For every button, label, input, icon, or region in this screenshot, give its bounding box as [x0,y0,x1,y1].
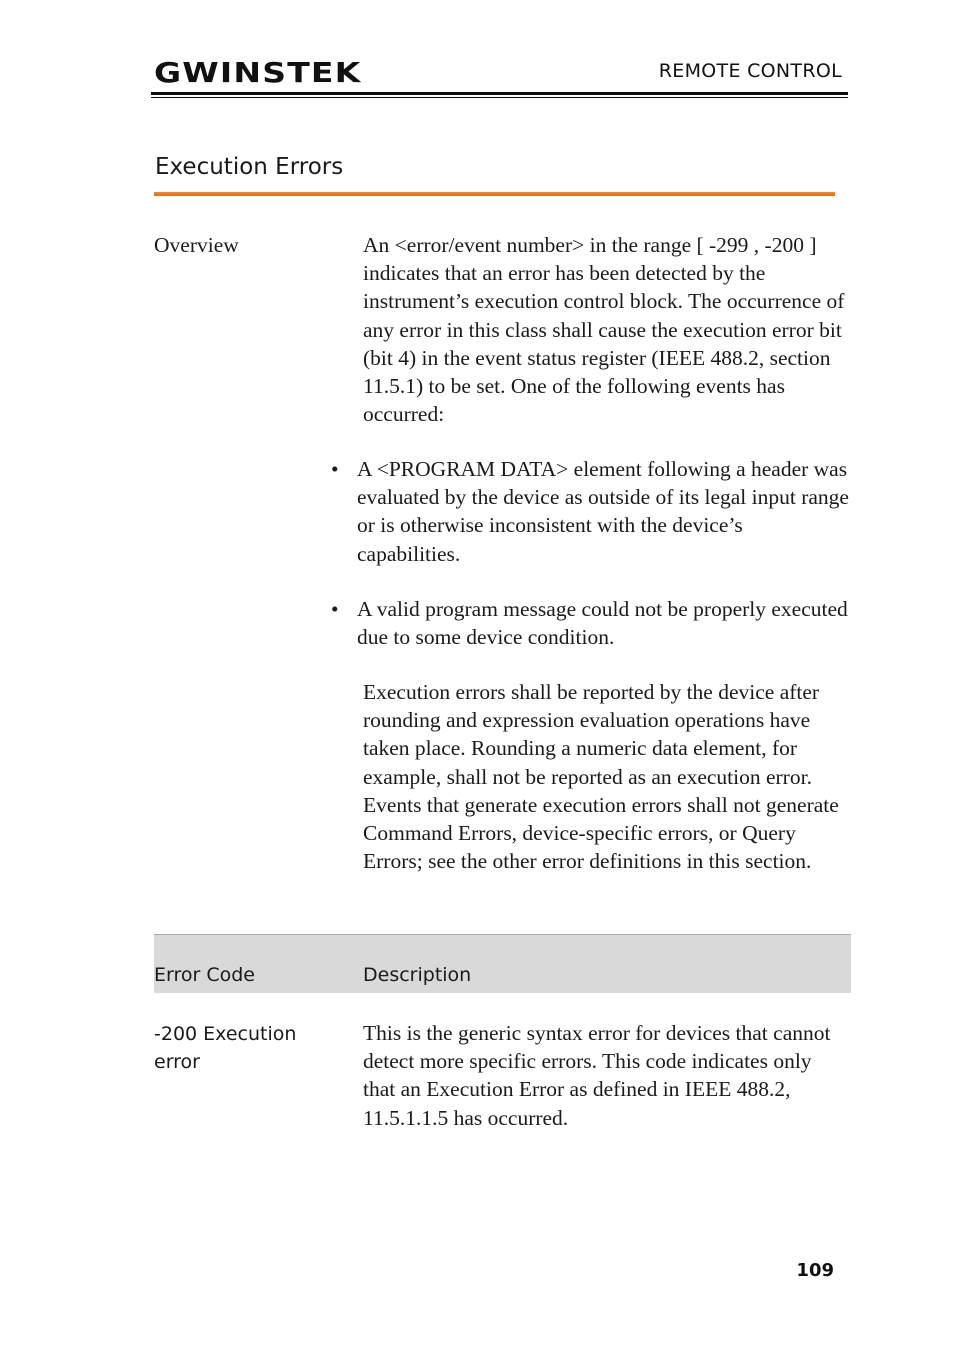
overview-closing-paragraph: Execution errors shall be reported by the device after rounding and expression evaluation operations have taken place. Rounding a numeric data element, for example, shall not be reported as an execution error. Events that generate execution errors shall not generate Command Errors, device-specific errors, or Query Errors; see the other error definitions in this section. [363,680,839,874]
overview-label: Overview [154,233,239,257]
header-section-title: REMOTE CONTROL [658,60,842,82]
overview-bullet-2: A valid program message could not be properly executed due to some device condition. [357,597,848,650]
bullet-dot-2: • [331,597,339,621]
overview-bullet-1: A <PROGRAM DATA> element following a header was evaluated by the device as outside of its legal input range or is otherwise inconsistent with the device’s capabilities. [357,457,849,566]
section-title-underline [154,192,835,196]
error-table-header [154,934,851,993]
column-header-error-code: Error Code [154,964,255,986]
header-rule-thin [151,97,848,98]
gw-instek-logo: GWINSTEK [154,56,362,89]
column-header-description: Description [363,964,472,986]
section-title: Execution Errors [155,154,344,180]
header-rule-thick [151,92,848,95]
bullet-dot-1: • [331,457,339,481]
overview-intro-paragraph: An <error/event number> in the range [ -299 , -200 ] indicates that an error has been detected by the instrument’s execution control block. The occurrence of any error in this class shall cause the execution error bit (bit 4) in the event status register (IEEE 488.2, section 11.5.1) to be set. One of the following events has occurred: [363,233,845,427]
error-code-cell: -200 Execution error [154,1023,297,1073]
error-description-cell: This is the generic syntax error for devices that cannot detect more specific errors. This code indicates only that an Execution Error as defined in IEEE 488.2, 11.5.1.1.5 has occurred. [363,1021,831,1130]
page-number: 109 [796,1260,834,1281]
